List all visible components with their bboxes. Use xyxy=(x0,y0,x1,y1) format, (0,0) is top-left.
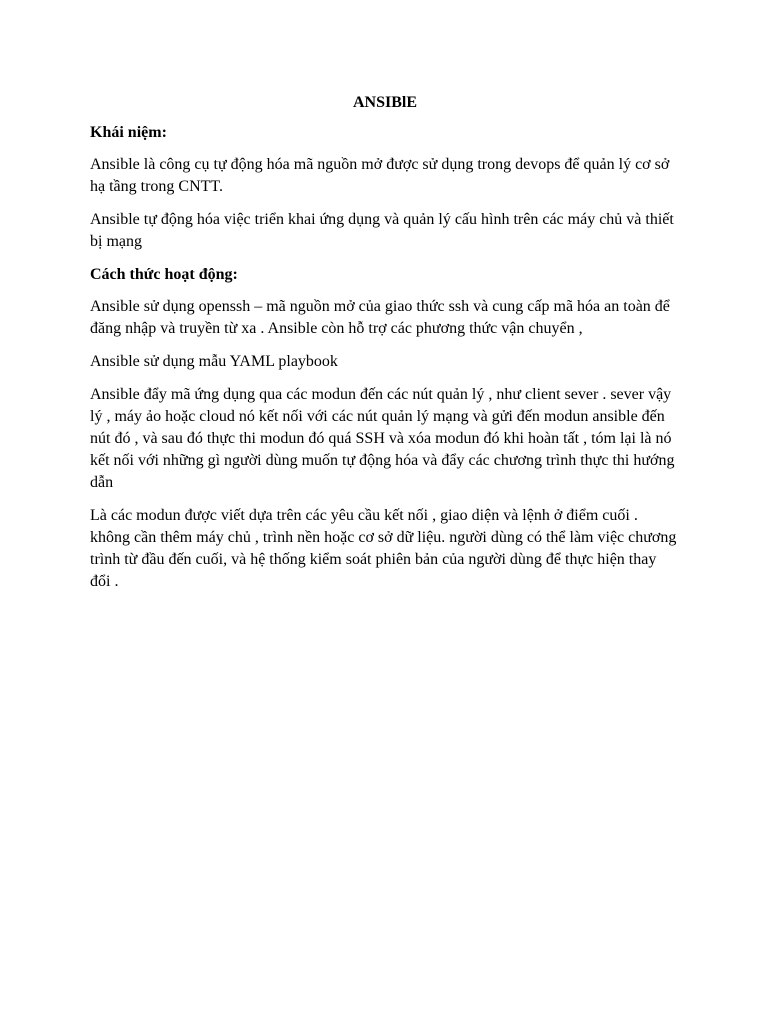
paragraph: Ansible là công cụ tự động hóa mã nguồn mở được sử dụng trong devops để quản lý cơ sở hạ tầng trong CNTT. xyxy=(90,156,670,195)
paragraph: Ansible sử dụng openssh – mã nguồn mở của giao thức ssh và cung cấp mã hóa an toàn để đăng nhập và truyền từ xa . Ansible còn hỗ trợ các phương thức vận chuyển , xyxy=(90,298,670,337)
section-heading-concept: Khái niệm: xyxy=(90,124,167,141)
paragraph: Ansible đẩy mã ứng dụng qua các modun đến các nút quản lý , như client sever . sever vậy lý , máy ảo hoặc cloud nó kết nối với các nút quản lý mạng và gửi đến modun ansible đến nút đó , và sau đó thực thi modun đó quá SSH và xóa modun đó khi hoàn tất , tóm lại là nó kết nối với những gì người dùng muốn tự động hóa và đẩy các chương trình thực thi hướng dẫn xyxy=(90,386,675,491)
section-heading-how-it-works: Cách thức hoạt động: xyxy=(90,266,238,283)
paragraph: Ansible sử dụng mẫu YAML playbook xyxy=(90,353,338,370)
document-page xyxy=(90,92,680,604)
paragraph: Là các modun được viết dựa trên các yêu cầu kết nối , giao diện và lệnh ở điểm cuối . không cần thêm máy chủ , trình nền hoặc cơ sở dữ liệu. người dùng có thể làm việc chương trình từ đầu đến cuối, và hệ thống kiểm soát phiên bản của người dùng để thực hiện thay đổi . xyxy=(90,507,677,590)
document-title: ANSIBlE xyxy=(352,94,418,111)
paragraph: Ansible tự động hóa việc triển khai ứng dụng và quản lý cấu hình trên các máy chủ và thiết bị mạng xyxy=(90,211,674,250)
